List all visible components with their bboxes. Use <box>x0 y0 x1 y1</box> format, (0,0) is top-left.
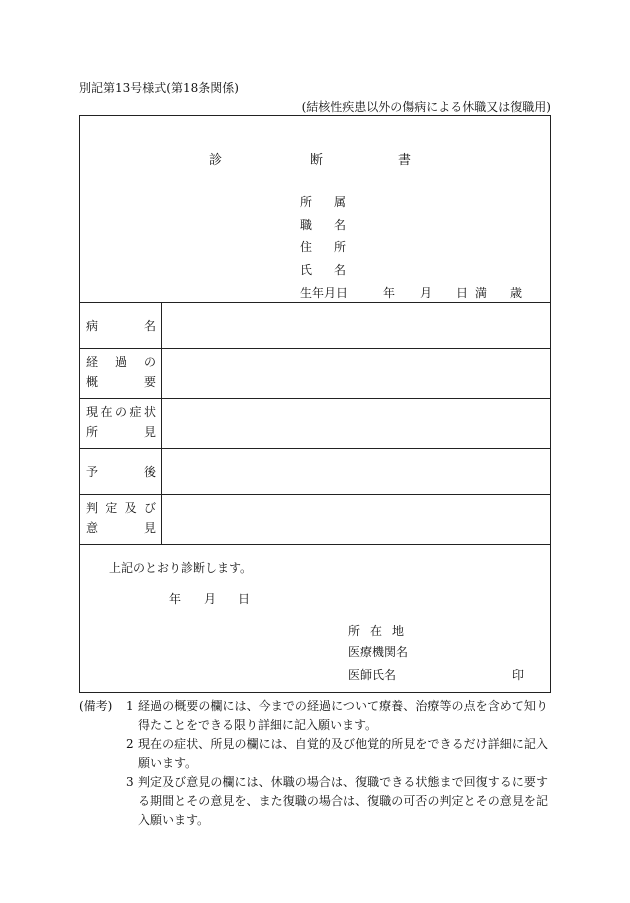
dob-age-unit: 歳 <box>510 286 523 300</box>
notes-heading: (備考) <box>79 699 113 713</box>
title-char-3: 書 <box>398 153 412 168</box>
affiliation-label: 所 属 <box>300 195 346 209</box>
divider <box>80 302 550 303</box>
note-text: 経過の概要の欄には、今までの経過について療養、治療等の点を含めて知り得たことをできる限り詳細に記入願います。 <box>138 699 548 732</box>
dob-day: 日 <box>456 286 469 300</box>
divider <box>80 494 550 495</box>
divider <box>80 348 550 349</box>
course-summary-label: 経 過 の 概 要 <box>86 355 156 389</box>
judgment-opinion-label: 判 定 及 び 意 見 <box>86 501 156 535</box>
divider <box>80 398 550 399</box>
cert-day: 日 <box>238 592 251 606</box>
cert-year: 年 <box>169 592 182 606</box>
divider <box>80 448 550 449</box>
form-number: 別記第13号様式(第18条関係) <box>79 81 239 95</box>
dob-full-age: 満 <box>475 286 488 300</box>
cert-month: 月 <box>204 592 217 606</box>
disease-name-label: 病 名 <box>86 319 156 333</box>
title-char-2: 断 <box>310 153 324 168</box>
address-label: 住 所 <box>300 240 346 254</box>
title-char-1: 診 <box>209 153 223 168</box>
certification-statement: 上記のとおり診断します。 <box>109 561 253 575</box>
note-text: 判定及び意見の欄には、休職の場合は、復職できる状態まで回復するに要する期間とその意見を、また復職の場合は、復職の可否の判定とその意見を記入願います。 <box>138 775 548 827</box>
certificate-frame <box>79 115 551 693</box>
note-text: 現在の症状、所見の欄には、自覚的及び他覚的所見をできるだけ詳細に記入願います。 <box>138 737 548 770</box>
current-symptoms-label: 現 在 の 症 状 所 見 <box>86 405 156 439</box>
seal-mark: 印 <box>512 668 525 682</box>
dob-month: 月 <box>420 286 433 300</box>
doctor-name-label: 医師氏名 <box>348 668 397 682</box>
column-divider <box>161 302 162 544</box>
form-subtitle: (結核性疾患以外の傷病による休職又は復職用) <box>301 100 551 114</box>
divider <box>80 544 550 545</box>
dob-year: 年 <box>383 286 396 300</box>
prognosis-label: 予 後 <box>86 465 156 479</box>
location-label: 所 在 地 <box>348 624 404 638</box>
birthdate-label: 生年月日 <box>300 286 349 300</box>
institution-label: 医療機関名 <box>348 645 409 659</box>
job-title-label: 職 名 <box>300 218 346 232</box>
name-label: 氏 名 <box>300 263 346 277</box>
